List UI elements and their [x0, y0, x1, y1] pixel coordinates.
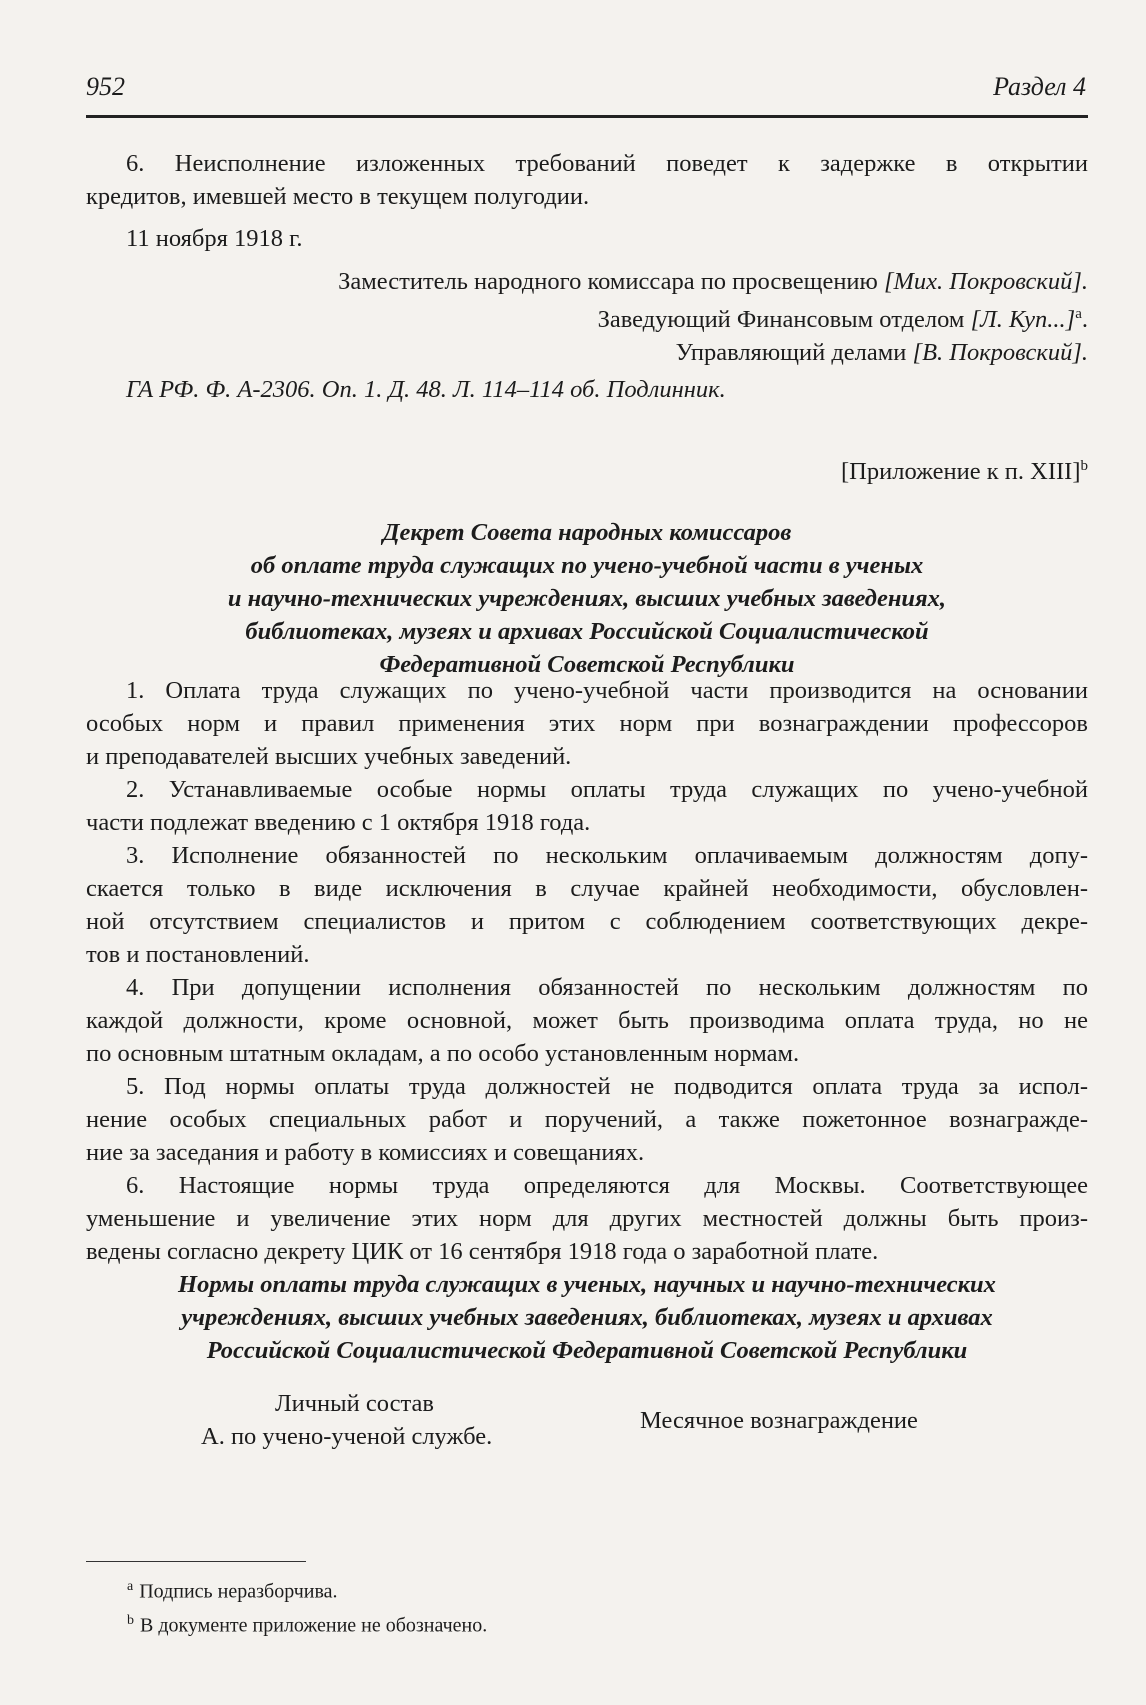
paragraph-6: 6. Настоящие нормы труда определяются для Москвы. Соответствующее уменьшение и увеличение этих норм для других местностей должны быть произ- ведены согласно декрету ЦИК от 16 сентября 1918 года о заработной плате. [86, 1172, 1088, 1265]
item6-line: 6. Неисполнение изложенных требований поведет к задержке в открытии [126, 150, 1088, 177]
section-title: Раздел 4 [993, 72, 1086, 101]
page-number: 952 [86, 72, 125, 101]
footnote-rule [86, 1561, 306, 1562]
item6-paragraph [86, 147, 1088, 213]
paragraph-1: 1. Оплата труда служащих по учено-учебной части производится на основании особых норм и правил применения этих норм при вознаграждении профессоров и преподавателей высших учебных заведений. [86, 677, 1088, 770]
document-date: 11 ноября 1918 г. [126, 225, 303, 252]
decree-title-line: Федеративной Советской Республики [379, 651, 795, 678]
table-subhead: А. по учено-ученой службе. [201, 1423, 493, 1450]
norms-title-line: Российской Социалистической Федеративной Советской Республики [206, 1337, 968, 1364]
signature-finance: Заведующий Финансовым отделом [Л. Куп...]$^a$. [597, 306, 1088, 334]
decree-title-line: и научно-технических учреждениях, высших учебных заведениях, [227, 585, 947, 612]
norms-title-line: Нормы оплаты труда служащих в ученых, научных и научно-технических [178, 1271, 996, 1298]
decree-title-line: библиотеках, музеях и архивах Российской Социалистической [245, 618, 929, 645]
paragraph-5: 5. Под нормы оплаты труда должностей не подводится оплата труда за испол- нение особых специальных работ и поручений, а также пожетонное вознагражде- ние за заседания и работу в комиссиях и совещаниях. [86, 1073, 1088, 1166]
norms-title [86, 1268, 1088, 1367]
decree-title-line: Декрет Совета народных комиссаров [382, 519, 792, 546]
header-rule [86, 115, 1088, 118]
item6-line: кредитов, имевшей место в текущем полугодии. [86, 183, 590, 210]
table-col-staff: Личный состав [275, 1390, 434, 1417]
paragraph-4: 4. При допущении исполнения обязанностей по нескольким должностям по каждой должности, кроме основной, может быть производима оплата труда, но не по основным штатным окладам, а по особо установленным нормам. [86, 974, 1088, 1067]
paragraph-3: 3. Исполнение обязанностей по нескольким оплачиваемым должностям допу- скается только в виде исключения в случае крайней необходимости, обусловлен- ной отсутствием специалистов и притом с соблюдением соответствующих декре- тов и постановлений. [86, 842, 1088, 968]
footnote-marker: a [1075, 306, 1082, 322]
signature-deputy: Заместитель народного комиссара по просвещению [Мих. Покровский]. [338, 268, 1088, 295]
signature-affairs: Управляющий делами [В. Покровский]. [675, 339, 1088, 367]
footnote-a: $^a$ Подпись неразборчива. [127, 1579, 338, 1603]
signatures [86, 265, 1088, 369]
paragraph-2: 2. Устанавливаемые особые нормы оплаты труда служащих по учено-учебной части подлежат введению с 1 октября 1918 года. [86, 776, 1088, 836]
footnote-b: $^b$ В документе приложение не обозначено. [127, 1613, 488, 1637]
appendix-label: [Приложение к п. XIII]$^b$ [841, 458, 1088, 486]
norms-title-line: учреждениях, высших учебных заведениях, библиотеках, музеях и архивах [181, 1304, 993, 1331]
decree-title [86, 516, 1088, 681]
footnote-marker: b [1080, 458, 1088, 474]
archive-reference: ГА РФ. Ф. А-2306. Оп. 1. Д. 48. Л. 114–114 об. Подлинник. [126, 376, 726, 403]
decree-title-line: об оплате труда служащих по учено-учебной части в ученых [250, 552, 924, 579]
table-col-salary: Месячное вознаграждение [640, 1407, 918, 1434]
